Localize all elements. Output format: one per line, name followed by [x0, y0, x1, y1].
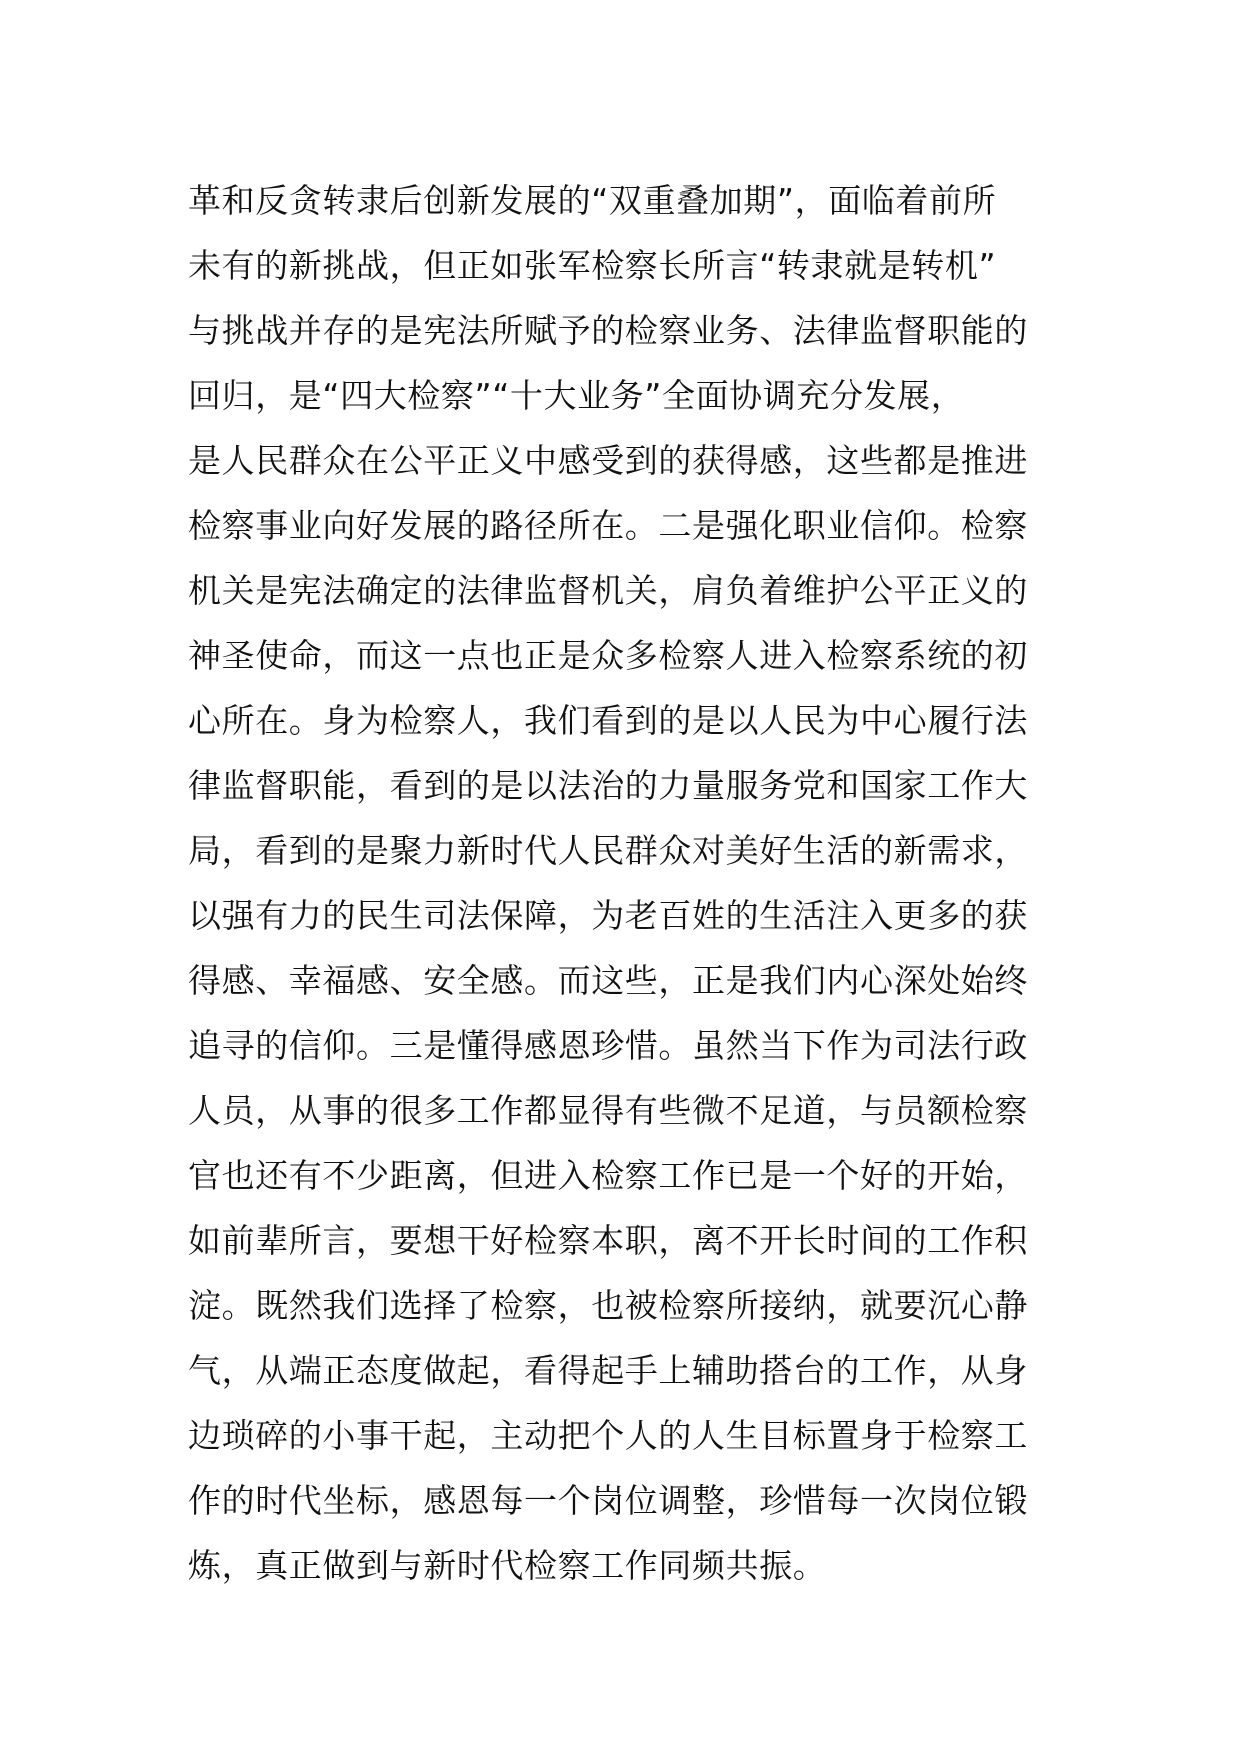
- text-line: 如前辈所言，要想干好检察本职，离不开长时间的工作积: [188, 1221, 1028, 1260]
- text-line: 是人民群众在公平正义中感受到的获得感，这些都是推进: [188, 441, 1028, 480]
- text-line: 炼，真正做到与新时代检察工作同频共振。: [188, 1546, 827, 1585]
- text-line: 律监督职能，看到的是以法治的力量服务党和国家工作大: [188, 766, 1028, 805]
- text-line: 神圣使命，而这一点也正是众多检察人进入检察系统的初: [188, 636, 1028, 675]
- text-line: 心所在。身为检察人，我们看到的是以人民为中心履行法: [188, 701, 1028, 740]
- text-line: 机关是宪法确定的法律监督机关，肩负着维护公平正义的: [188, 571, 1028, 610]
- text-line: 追寻的信仰。三是懂得感恩珍惜。虽然当下作为司法行政: [188, 1026, 1028, 1065]
- text-line: 人员，从事的很多工作都显得有些微不足道，与员额检察: [188, 1091, 1028, 1130]
- text-line: 局，看到的是聚力新时代人民群众对美好生活的新需求，: [188, 831, 1028, 870]
- text-line: 得感、幸福感、安全感。而这些，正是我们内心深处始终: [188, 961, 1028, 1000]
- body-paragraph: [188, 168, 1068, 1598]
- text-line: 作的时代坐标，感恩每一个岗位调整，珍惜每一次岗位锻: [188, 1481, 1028, 1520]
- text-line: 革和反贪转隶后创新发展的“双重叠加期”，面临着前所: [188, 181, 997, 220]
- text-line: 未有的新挑战，但正如张军检察长所言“转隶就是转机”: [188, 246, 997, 285]
- text-line: 以强有力的民生司法保障，为老百姓的生活注入更多的获: [188, 896, 1028, 935]
- text-line: 检察事业向好发展的路径所在。二是强化职业信仰。检察: [188, 506, 1028, 545]
- text-line: 淀。既然我们选择了检察，也被检察所接纳，就要沉心静: [188, 1286, 1028, 1325]
- text-line: 与挑战并存的是宪法所赋予的检察业务、法律监督职能的: [188, 311, 1028, 350]
- text-line: 气，从端正态度做起，看得起手上辅助搭台的工作，从身: [188, 1351, 1028, 1390]
- text-line: 回归，是“四大检察”“十大业务”全面协调充分发展，: [188, 376, 965, 415]
- text-line: 边琐碎的小事干起，主动把个人的人生目标置身于检察工: [188, 1416, 1028, 1455]
- text-line: 官也还有不少距离，但进入检察工作已是一个好的开始，: [188, 1156, 1028, 1195]
